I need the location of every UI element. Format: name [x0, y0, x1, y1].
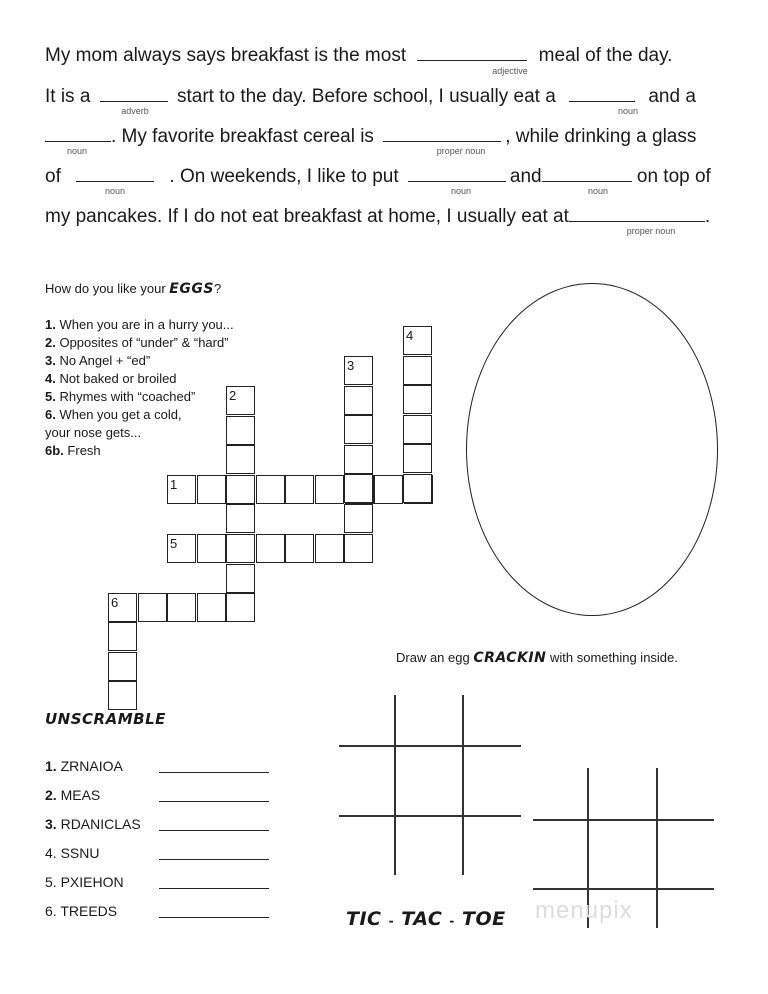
adjective-blank[interactable] [417, 42, 527, 61]
crossword-cell[interactable] [226, 534, 255, 563]
crossword-cell[interactable] [344, 474, 373, 503]
crossword-number-1: 1 [170, 477, 178, 492]
hint-proper-noun-1: proper noun [436, 146, 486, 156]
noun-blank-2[interactable] [45, 123, 111, 142]
crossword-cell[interactable] [344, 504, 373, 533]
madlib-line-4: of . On weekends, I like to put and on top of [45, 163, 711, 188]
crossword-number-6: 6 [111, 595, 119, 610]
crossword-cell[interactable] [108, 622, 137, 651]
crossword-cell[interactable] [197, 475, 226, 504]
crossword-cell[interactable] [315, 475, 344, 504]
crossword-cell[interactable] [226, 445, 255, 474]
unscramble-answer-3[interactable] [159, 830, 269, 831]
crossword-cell[interactable] [344, 534, 373, 563]
ttt2-v2 [656, 768, 658, 928]
crossword-cell[interactable] [226, 593, 255, 622]
crossword-cell[interactable] [403, 385, 432, 414]
draw-egg-caption: Draw an egg CRACKIN with something inside. [396, 650, 678, 666]
ttt1-v1 [394, 695, 396, 875]
unscramble-item-5: 5. PXIEHON [45, 874, 124, 890]
clue-4: 4. Not baked or broiled [45, 371, 177, 386]
crossword-number-3: 3 [347, 358, 355, 373]
noun-blank-3[interactable] [76, 163, 154, 182]
unscramble-answer-4[interactable] [159, 859, 269, 860]
crossword-cell[interactable] [315, 534, 344, 563]
crossword-cell[interactable] [108, 681, 137, 710]
menupix-watermark: menupix [535, 897, 633, 924]
crossword-cell[interactable] [285, 475, 314, 504]
unscramble-answer-5[interactable] [159, 888, 269, 889]
ttt2-h2 [533, 888, 714, 890]
madlib-line-2: It is a start to the day. Before school, I usually eat a and a [45, 83, 696, 108]
crossword-cell[interactable] [403, 415, 432, 444]
proper-noun-blank-2[interactable] [569, 203, 705, 222]
ttt1-h2 [339, 815, 521, 817]
crossword-cell[interactable] [344, 386, 373, 415]
unscramble-answer-6[interactable] [159, 917, 269, 918]
crossword-cell[interactable] [226, 564, 255, 593]
eggs-question: How do you like your EGGS? [45, 281, 222, 297]
crossword-cell[interactable] [226, 475, 255, 504]
crackin-word: CRACKIN [473, 650, 547, 666]
proper-noun-blank-1[interactable] [383, 123, 501, 142]
unscramble-item-1: 1. ZRNAIOA [45, 758, 123, 774]
madlib-line-5: my pancakes. If I do not eat breakfast at home, I usually eat at . [45, 203, 710, 228]
noun-blank-1[interactable] [569, 83, 635, 102]
crossword-cell[interactable] [226, 504, 255, 533]
crossword-number-4: 4 [406, 328, 414, 343]
crossword-cell[interactable] [226, 416, 255, 445]
clue-3: 3. No Angel + “ed” [45, 353, 151, 368]
clue-2: 2. Opposites of “under” & “hard” [45, 335, 229, 350]
hint-adjective: adjective [492, 66, 528, 76]
clue-5: 5. Rhymes with “coached” [45, 389, 196, 404]
madlib-line-1: My mom always says breakfast is the most meal of the day. [45, 42, 672, 67]
crossword-cell[interactable] [403, 444, 432, 473]
hint-adverb: adverb [121, 106, 149, 116]
crossword-cell[interactable] [197, 593, 226, 622]
ttt2-h1 [533, 819, 714, 821]
crossword-number-2: 2 [229, 388, 237, 403]
clue-6: 6. When you get a cold, [45, 407, 182, 422]
unscramble-title: UNSCRAMBLE [45, 710, 166, 728]
tictactoe-title: TIC - TAC - TOE [346, 908, 506, 930]
madlib-line-3: . My favorite breakfast cereal is , while drinking a glass [45, 123, 696, 148]
hint-noun-3: noun [104, 186, 126, 196]
crossword-cell[interactable] [256, 534, 285, 563]
unscramble-item-4: 4. SSNU [45, 845, 100, 861]
adverb-blank[interactable] [100, 83, 168, 102]
crossword-cell[interactable] [403, 474, 432, 503]
egg-drawing-area[interactable] [466, 283, 718, 616]
clue-6b: 6b. Fresh [45, 443, 101, 458]
hint-noun-2: noun [66, 146, 88, 156]
unscramble-item-2: 2. MEAS [45, 787, 101, 803]
ttt1-v2 [462, 695, 464, 875]
crossword-cell[interactable] [403, 356, 432, 385]
noun-blank-4[interactable] [408, 163, 506, 182]
hint-noun-5: noun [587, 186, 609, 196]
unscramble-answer-1[interactable] [159, 772, 269, 773]
unscramble-item-3: 3. RDANICLAS [45, 816, 141, 832]
clue-6-cont: your nose gets... [45, 425, 142, 440]
crossword-cell[interactable] [138, 593, 167, 622]
hint-noun-4: noun [450, 186, 472, 196]
crossword-cell[interactable] [167, 593, 196, 622]
unscramble-answer-2[interactable] [159, 801, 269, 802]
clue-1: 1. When you are in a hurry you... [45, 317, 234, 332]
crossword-cell[interactable] [374, 475, 403, 504]
ttt1-h1 [339, 745, 521, 747]
eggs-word: EGGS [169, 281, 214, 297]
crossword-cell[interactable] [108, 652, 137, 681]
unscramble-item-6: 6. TREEDS [45, 903, 118, 919]
crossword-cell[interactable] [256, 475, 285, 504]
noun-blank-5[interactable] [542, 163, 632, 182]
hint-proper-noun-2: proper noun [626, 226, 676, 236]
crossword-cell[interactable] [197, 534, 226, 563]
crossword-number-5: 5 [170, 536, 178, 551]
crossword-cell[interactable] [344, 415, 373, 444]
hint-noun-1: noun [617, 106, 639, 116]
crossword-cell[interactable] [344, 445, 373, 474]
crossword-cell[interactable] [285, 534, 314, 563]
